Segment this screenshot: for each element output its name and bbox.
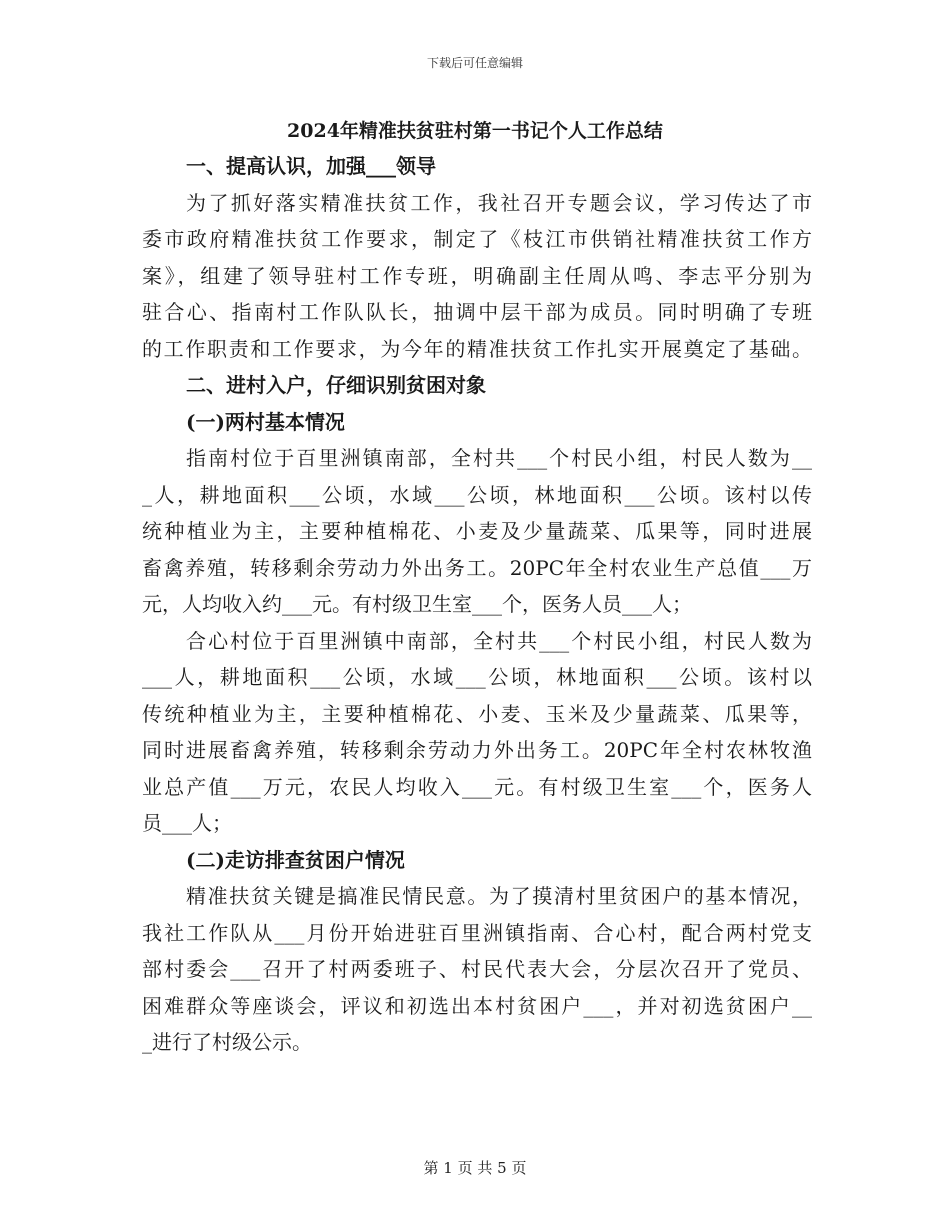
body-line: 驻合心、指南村工作队队长，抽调中层干部为成员。同时明确了专班 bbox=[142, 300, 812, 324]
body-line: 畜禽养殖，转移剩余劳动力外出务工。20PC年全村农业生产总值___万 bbox=[142, 555, 812, 580]
body-line: 元，人均收入约___元。有村级卫生室___个，医务人员___人； bbox=[142, 592, 692, 616]
body-line: 为了抓好落实精准扶贫工作，我社召开专题会议，学习传达了市 bbox=[186, 190, 812, 215]
document-title: 2024年精准扶贫驻村第一书记个人工作总结 bbox=[287, 120, 663, 142]
body-line: 委市政府精准扶贫工作要求，制定了《枝江市供销社精准扶贫工作方 bbox=[142, 227, 812, 251]
header-note: 下载后可任意编辑 bbox=[426, 56, 523, 70]
subsection-heading-2: (二)走访排查贫困户情况 bbox=[186, 847, 405, 872]
body-line: 案》，组建了领导驻村工作专班，明确副主任周从鸣、李志平分别为 bbox=[142, 263, 812, 288]
body-line: 指南村位于百里洲镇南部，全村共___个村民小组，村民人数为__ bbox=[186, 446, 812, 470]
body-line: 传统种植业为主，主要种植棉花、小麦、玉米及少量蔬菜、瓜果等， bbox=[142, 701, 812, 726]
body-line: 统种植业为主，主要种植棉花、小麦及少量蔬菜、瓜果等，同时进展 bbox=[142, 519, 812, 543]
body-line: 困难群众等座谈会，评议和初选出本村贫困户___，并对初选贫困户__ bbox=[142, 993, 812, 1018]
body-line: 的工作职责和工作要求，为今年的精准扶贫工作扎实开展奠定了基础。 bbox=[142, 336, 812, 361]
body-line: _进行了村级公示。 bbox=[142, 1030, 312, 1054]
subsection-heading-1: (一)两村基本情况 bbox=[186, 409, 345, 434]
body-line: 我社工作队从___月份开始进驻百里洲镇指南、合心村，配合两村党支 bbox=[142, 920, 812, 945]
section-heading-2: 二、进村入户，仔细识别贫困对象 bbox=[186, 373, 486, 397]
page-number: 第 1 页 共 5 页 bbox=[423, 1159, 527, 1177]
section-heading-1: 一、提高认识，加强___领导 bbox=[186, 154, 436, 178]
document-body bbox=[142, 148, 812, 1061]
body-line: 精准扶贫关键是搞准民情民意。为了摸清村里贫困户的基本情况， bbox=[186, 884, 812, 908]
body-line: 同时进展畜禽养殖，转移剩余劳动力外出务工。20PC年全村农林牧渔 bbox=[142, 738, 812, 762]
body-line: 业总产值___万元，农民人均收入___元。有村级卫生室___个，医务人 bbox=[142, 774, 812, 799]
body-line: 部村委会___召开了村两委班子、村民代表大会，分层次召开了党员、 bbox=[142, 957, 812, 981]
body-line: 员___人； bbox=[142, 811, 232, 835]
body-line: _人，耕地面积___公顷，水域___公顷，林地面积___公顷。该村以传 bbox=[142, 482, 812, 507]
body-line: 合心村位于百里洲镇中南部，全村共___个村民小组，村民人数为 bbox=[186, 628, 812, 653]
body-line: ___人，耕地面积___公顷，水域___公顷，林地面积___公顷。该村以 bbox=[142, 665, 812, 689]
